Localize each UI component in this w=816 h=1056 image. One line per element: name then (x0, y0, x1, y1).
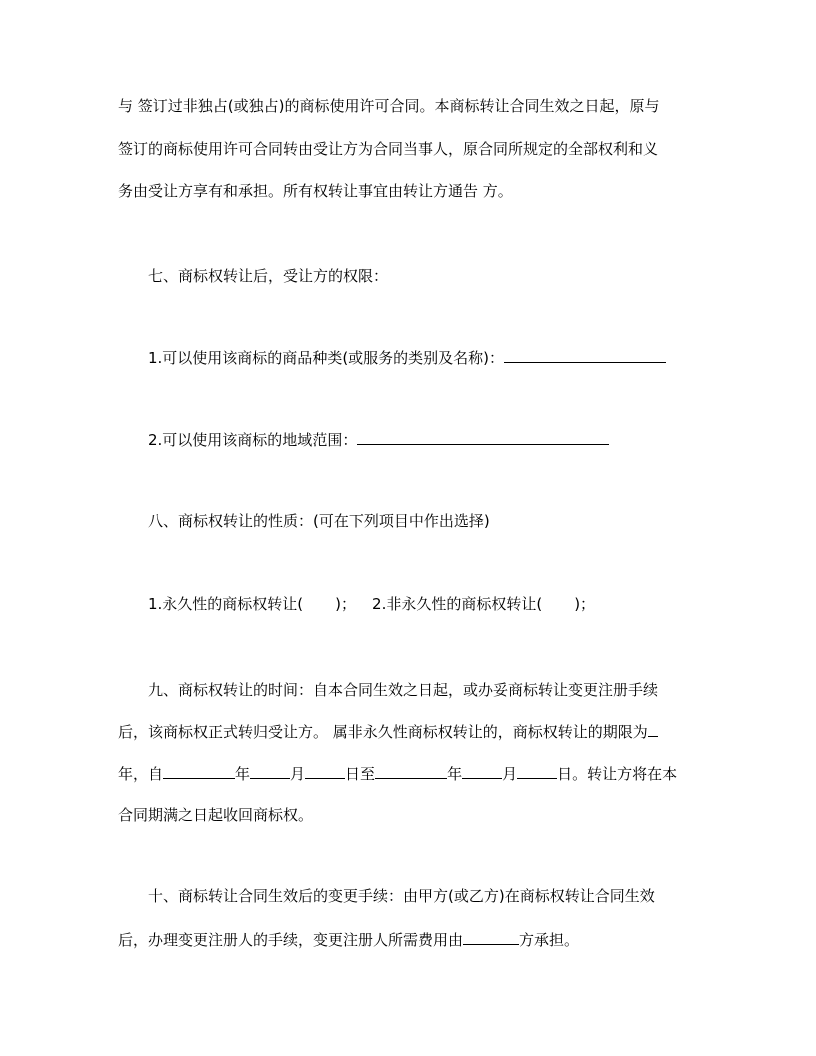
text-span: 方承担。 (519, 931, 580, 949)
paragraph-line (118, 721, 658, 741)
text-span: 后，该商标权正式转归受让方。 属非永久性商标权转让的，商标权转让的期限为 (118, 723, 648, 741)
blank-month-end[interactable] (462, 763, 502, 779)
paragraph-line: 与 签订过非独占(或独占)的商标使用许可合同。本商标转让合同生效之日起，原与 (118, 97, 660, 115)
section-heading-7: 七、商标权转让后，受让方的权限： (148, 267, 389, 285)
text-span: 年，自 (118, 765, 164, 783)
text-span: 年 (447, 765, 463, 783)
text-span: 月 (502, 765, 518, 783)
blank-field[interactable] (504, 347, 666, 363)
paragraph-line (118, 929, 579, 949)
blank-year-end[interactable] (375, 763, 447, 779)
option-close: )； (574, 595, 596, 613)
option-nonpermanent: 2.非永久性的商标权转让( (372, 595, 543, 613)
blank-day-start[interactable] (305, 763, 345, 779)
blank-field[interactable] (648, 721, 658, 737)
section7-item-2 (148, 429, 609, 449)
section8-options (148, 594, 595, 614)
blank-year-start[interactable] (163, 763, 235, 779)
blank-party[interactable] (463, 929, 519, 945)
blank-month-start[interactable] (250, 763, 290, 779)
text-span: 年 (235, 765, 251, 783)
text-span: 后，办理变更注册人的手续，变更注册人所需费用由 (118, 931, 464, 949)
section-heading-10: 十、商标转让合同生效后的变更手续：由甲方(或乙方)在商标权转让合同生效 (148, 887, 655, 905)
paragraph-line: 合同期满之日起收回商标权。 (118, 806, 314, 824)
item-label: 2.可以使用该商标的地域范围： (148, 431, 358, 449)
section-heading-9: 九、商标权转让的时间：自本合同生效之日起，或办妥商标转让变更注册手续 (148, 681, 659, 699)
text-span: 月 (290, 765, 306, 783)
option-permanent: 1.永久性的商标权转让( (148, 595, 304, 613)
section-heading-8: 八、商标权转让的性质：(可在下列项目中作出选择) (148, 512, 490, 530)
section7-item-1 (148, 347, 666, 367)
blank-field[interactable] (357, 429, 609, 445)
text-span: 日至 (345, 765, 376, 783)
item-label: 1.可以使用该商标的商品种类(或服务的类别及名称)： (148, 349, 505, 367)
date-range-line (118, 763, 677, 783)
blank-day-end[interactable] (517, 763, 557, 779)
text-span: 日。转让方将在本 (557, 765, 678, 783)
option-close: )； (335, 595, 357, 613)
paragraph-line: 签订的商标使用许可合同转由受让方为合同当事人，原合同所规定的全部权利和义 (118, 140, 659, 158)
paragraph-line: 务由受让方享有和承担。所有权转让事宜由转让方通告 方。 (118, 182, 513, 200)
